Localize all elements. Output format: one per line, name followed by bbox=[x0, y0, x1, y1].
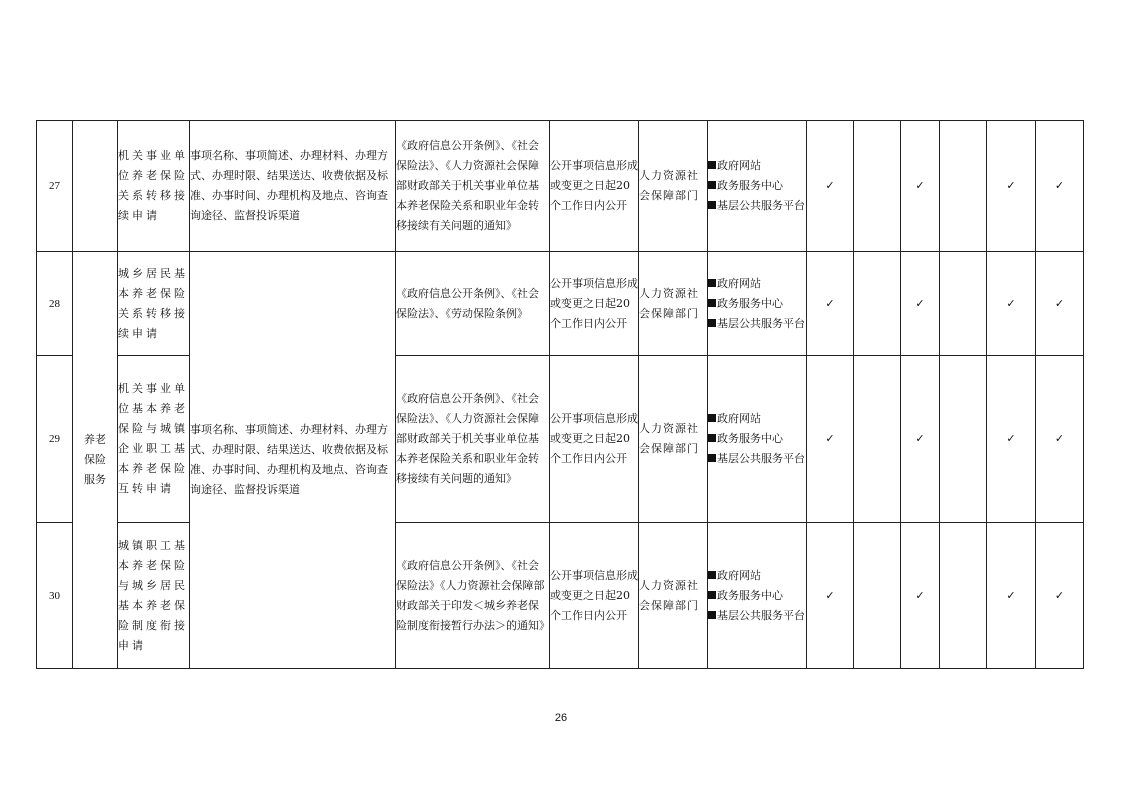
square-bullet-icon bbox=[708, 591, 716, 599]
item-name: 机关事业单位基本养老保险与城镇企业职工基本养老保险互转申请 bbox=[118, 356, 190, 523]
check-cell bbox=[940, 523, 987, 669]
disclosure-time-limit: 公开事项信息形成或变更之日起20个工作日内公开 bbox=[550, 252, 639, 356]
disclosure-time-limit: 公开事项信息形成或变更之日起20个工作日内公开 bbox=[550, 121, 639, 252]
disclosure-channels bbox=[708, 356, 807, 523]
square-bullet-icon bbox=[708, 454, 716, 462]
check-cell: ✓ bbox=[901, 121, 940, 252]
responsible-department: 人力资源社会保障部门 bbox=[639, 252, 708, 356]
square-bullet-icon bbox=[708, 571, 716, 579]
channel-item: 政务服务中心 bbox=[708, 176, 806, 196]
check-cell bbox=[854, 252, 901, 356]
table-row bbox=[37, 121, 1084, 252]
check-cell: ✓ bbox=[807, 356, 854, 523]
check-cell: ✓ bbox=[987, 356, 1036, 523]
channel-item: 政府网站 bbox=[708, 566, 806, 586]
square-bullet-icon bbox=[708, 279, 716, 287]
check-cell: ✓ bbox=[807, 252, 854, 356]
disclosure-channels bbox=[708, 121, 807, 252]
check-cell: ✓ bbox=[987, 121, 1036, 252]
check-cell: ✓ bbox=[987, 523, 1036, 669]
check-cell: ✓ bbox=[901, 356, 940, 523]
disclosure-basis: 《政府信息公开条例》、《社会保险法》、《人力资源社会保障部财政部关于机关事业单位基本养老保险关系和职业年金转移接续有关问题的通知》 bbox=[396, 121, 550, 252]
check-cell: ✓ bbox=[1036, 356, 1084, 523]
responsible-department: 人力资源社会保障部门 bbox=[639, 523, 708, 669]
square-bullet-icon bbox=[708, 434, 716, 442]
page-number: 26 bbox=[554, 712, 568, 724]
check-cell bbox=[940, 356, 987, 523]
item-name: 城镇职工基本养老保险与城乡居民基本养老保险制度衔接申请 bbox=[118, 523, 190, 669]
channel-item: 政府网站 bbox=[708, 156, 806, 176]
check-cell: ✓ bbox=[987, 252, 1036, 356]
check-cell bbox=[940, 121, 987, 252]
channel-item: 政务服务中心 bbox=[708, 294, 806, 314]
check-cell: ✓ bbox=[807, 523, 854, 669]
disclosure-channels bbox=[708, 252, 807, 356]
check-cell bbox=[854, 121, 901, 252]
row-number: 30 bbox=[37, 523, 73, 669]
check-cell: ✓ bbox=[901, 523, 940, 669]
category-cell bbox=[73, 252, 118, 669]
disclosure-basis: 《政府信息公开条例》、《社会保险法》、《人力资源社会保障部财政部关于机关事业单位基本养老保险关系和职业年金转移接续有关问题的通知》 bbox=[396, 356, 550, 523]
check-cell: ✓ bbox=[1036, 252, 1084, 356]
check-cell: ✓ bbox=[807, 121, 854, 252]
channel-item: 基层公共服务平台 bbox=[708, 449, 806, 469]
row-number: 27 bbox=[37, 121, 73, 252]
square-bullet-icon bbox=[708, 319, 716, 327]
responsible-department: 人力资源社会保障部门 bbox=[639, 121, 708, 252]
disclosure-basis: 《政府信息公开条例》、《社会保险法》《人力资源社会保障部财政部关于印发＜城乡养老保险制度衔接暂行办法＞的通知》 bbox=[396, 523, 550, 669]
square-bullet-icon bbox=[708, 201, 716, 209]
channel-item: 政务服务中心 bbox=[708, 586, 806, 606]
disclosure-channels bbox=[708, 523, 807, 669]
disclosure-content: 事项名称、事项简述、办理材料、办理方式、办理时限、结果送达、收费依据及标准、办事时间、办理机构及地点、咨询查询途径、监督投诉渠道 bbox=[190, 252, 396, 669]
category-label: 养老保险服务 bbox=[84, 433, 106, 486]
check-cell bbox=[940, 252, 987, 356]
channel-item: 政务服务中心 bbox=[708, 429, 806, 449]
disclosure-content: 事项名称、事项简述、办理材料、办理方式、办理时限、结果送达、收费依据及标准、办事时间、办理机构及地点、咨询查询途径、监督投诉渠道 bbox=[190, 121, 396, 252]
check-cell: ✓ bbox=[1036, 121, 1084, 252]
check-cell: ✓ bbox=[901, 252, 940, 356]
square-bullet-icon bbox=[708, 181, 716, 189]
check-cell: ✓ bbox=[1036, 523, 1084, 669]
category-cell-empty bbox=[73, 121, 118, 252]
disclosure-time-limit: 公开事项信息形成或变更之日起20个工作日内公开 bbox=[550, 356, 639, 523]
channel-item: 基层公共服务平台 bbox=[708, 196, 806, 216]
row-number: 28 bbox=[37, 252, 73, 356]
square-bullet-icon bbox=[708, 414, 716, 422]
row-number: 29 bbox=[37, 356, 73, 523]
table-row bbox=[37, 252, 1084, 356]
square-bullet-icon bbox=[708, 611, 716, 619]
disclosure-basis: 《政府信息公开条例》、《社会保险法》、《劳动保险条例》 bbox=[396, 252, 550, 356]
channel-item: 政府网站 bbox=[708, 409, 806, 429]
disclosure-time-limit: 公开事项信息形成或变更之日起20个工作日内公开 bbox=[550, 523, 639, 669]
check-cell bbox=[854, 356, 901, 523]
responsible-department: 人力资源社会保障部门 bbox=[639, 356, 708, 523]
square-bullet-icon bbox=[708, 161, 716, 169]
item-name: 机关事业单位养老保险关系转移接续申请 bbox=[118, 121, 190, 252]
item-name: 城乡居民基本养老保险关系转移接续申请 bbox=[118, 252, 190, 356]
channel-item: 政府网站 bbox=[708, 274, 806, 294]
disclosure-table bbox=[36, 120, 1084, 669]
channel-item: 基层公共服务平台 bbox=[708, 606, 806, 626]
channel-item: 基层公共服务平台 bbox=[708, 314, 806, 334]
square-bullet-icon bbox=[708, 299, 716, 307]
check-cell bbox=[854, 523, 901, 669]
